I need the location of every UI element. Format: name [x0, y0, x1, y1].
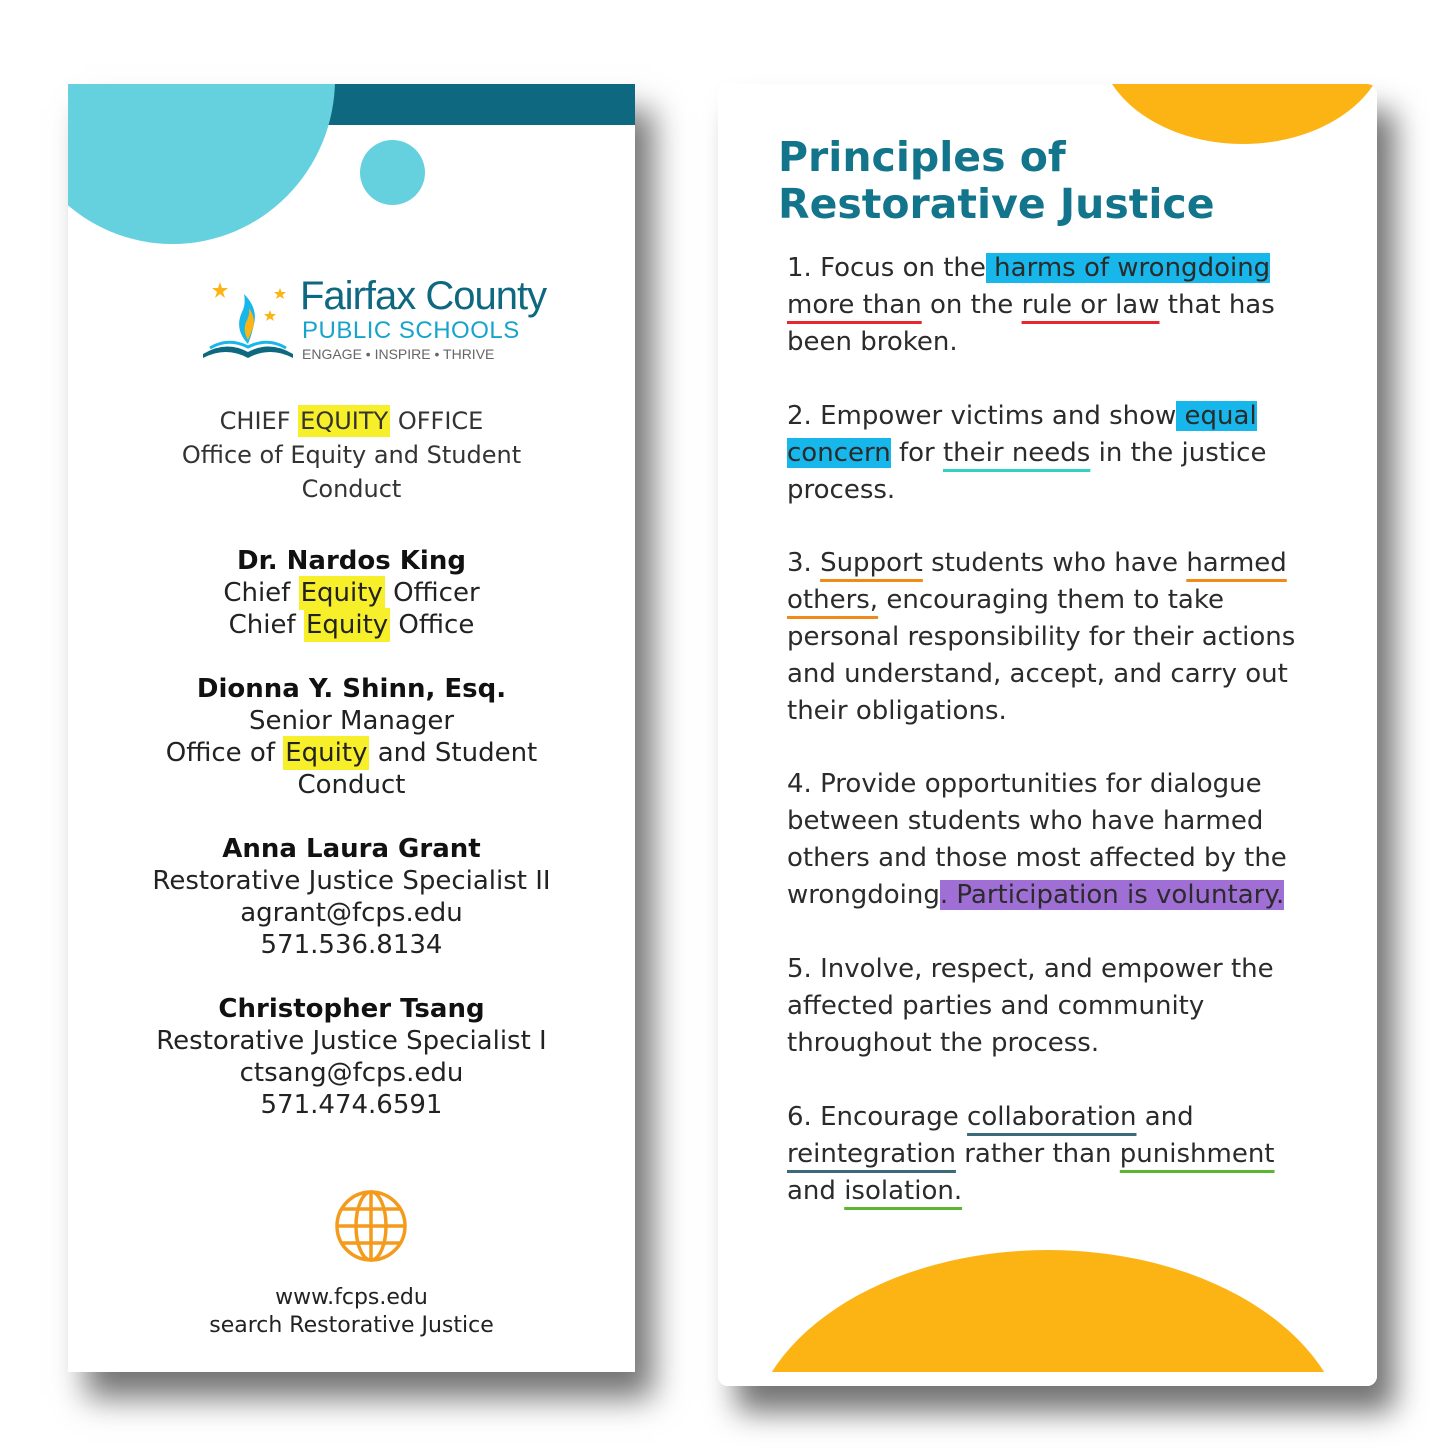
p3-underline-3: others,	[787, 585, 879, 615]
contact-title-highlight: Equity	[300, 578, 383, 608]
contact-shinn	[68, 673, 635, 801]
title-line1: Principles of	[778, 133, 1066, 181]
contact-tsang	[68, 993, 635, 1121]
contact-title: Restorative Justice Specialist II	[152, 866, 551, 896]
p3-text-e: and understand, accept, and carry out	[787, 659, 1288, 689]
p1-underline-2: rule or law	[1021, 290, 1160, 320]
website-link[interactable]: www.fcps.edu	[275, 1285, 428, 1310]
contact-dept-highlight: Equity	[305, 610, 389, 640]
p2-text-d: process.	[787, 475, 896, 505]
p4-text-c: others and those most affected by the	[787, 843, 1287, 873]
contact-title: Restorative Justice Specialist I	[156, 1026, 547, 1056]
contact-name: Christopher Tsang	[218, 994, 485, 1024]
principle-5	[787, 951, 1347, 1062]
p3-text-b: students who have	[922, 548, 1187, 578]
book-torch-icon	[198, 274, 298, 364]
p2-underline: their needs	[942, 438, 1091, 468]
p3-text-c: encouraging them to take	[878, 585, 1224, 615]
decor-circle-small	[360, 140, 425, 205]
decor-arc-bottom	[748, 1250, 1348, 1386]
p6-text-b: and	[1136, 1102, 1194, 1132]
p1-underline-1: more than	[787, 290, 922, 320]
p2-highlight-2: concern	[787, 438, 891, 468]
office-line1-post: OFFICE	[390, 407, 484, 435]
p1-text-a: 1. Focus on the	[787, 253, 986, 283]
principle-3	[787, 545, 1347, 730]
p2-highlight-1: equal	[1176, 401, 1257, 431]
p5-text-c: throughout the process.	[787, 1028, 1100, 1058]
p1-text-b: on the	[921, 290, 1022, 320]
p3-text-a: 3.	[787, 548, 821, 578]
contact-title-post: Officer	[384, 578, 480, 608]
contact-dept-pre: Office of	[165, 738, 284, 768]
p4-text-a: 4. Provide opportunities for dialogue	[787, 769, 1262, 799]
p3-underline-2: harmed	[1186, 548, 1287, 578]
p6-text-d: and	[787, 1176, 845, 1206]
p5-text-b: affected parties and community	[787, 991, 1205, 1021]
p4-highlight: . Participation is voluntary.	[939, 880, 1285, 910]
contact-name: Anna Laura Grant	[222, 834, 481, 864]
p6-underline-1: collaboration	[967, 1102, 1137, 1132]
contact-card	[68, 84, 635, 1372]
p6-text-a: 6. Encourage	[787, 1102, 968, 1132]
page-title	[778, 134, 1215, 228]
p2-text-b: for	[890, 438, 943, 468]
contact-king	[68, 545, 635, 641]
principle-2	[787, 398, 1347, 509]
contact-title: Senior Manager	[248, 706, 455, 736]
contact-phone: 571.474.6591	[260, 1090, 443, 1120]
principle-6	[787, 1099, 1347, 1210]
contact-dept-highlight: Equity	[285, 738, 368, 768]
p6-text-c: rather than	[955, 1139, 1120, 1169]
p1-text-c: that has	[1159, 290, 1275, 320]
p4-text-b: between students who have harmed	[787, 806, 1264, 836]
office-line1-pre: CHIEF	[219, 407, 299, 435]
p5-text-a: 5. Involve, respect, and empower the	[787, 954, 1274, 984]
title-line2: Restorative Justice	[778, 180, 1215, 228]
search-hint: search Restorative Justice	[209, 1313, 494, 1338]
p6-underline-4: isolation.	[844, 1176, 963, 1206]
contact-grant	[68, 833, 635, 961]
p3-text-f: their obligations.	[787, 696, 1007, 726]
contact-dept-post: and Student	[369, 738, 538, 768]
contact-dept-line2: Conduct	[297, 770, 406, 800]
contact-dept-pre: Chief	[228, 610, 304, 640]
principle-1	[787, 250, 1347, 361]
p1-text-d: been broken.	[787, 327, 958, 357]
globe-icon	[334, 1189, 408, 1263]
p3-text-d: personal responsibility for their actions	[787, 622, 1296, 652]
office-block	[68, 404, 635, 506]
office-line3: Conduct	[301, 475, 402, 503]
p4-text-d: wrongdoing	[787, 880, 940, 910]
principle-4	[787, 766, 1347, 914]
header-bar	[308, 84, 635, 125]
contact-name: Dr. Nardos King	[237, 546, 466, 576]
contact-name: Dionna Y. Shinn, Esq.	[196, 674, 507, 704]
decor-arc-mask	[718, 1372, 1377, 1386]
p6-underline-3: punishment	[1119, 1139, 1275, 1169]
p1-highlight: harms of wrongdoing	[985, 253, 1271, 283]
p2-text-c: in the justice	[1090, 438, 1267, 468]
decor-circle-large	[68, 84, 335, 244]
office-line1-highlight: EQUITY	[300, 407, 389, 435]
contact-email[interactable]: ctsang@fcps.edu	[239, 1058, 464, 1088]
p3-underline-1: Support	[820, 548, 923, 578]
footer-block	[68, 1284, 635, 1340]
contact-dept-post: Office	[390, 610, 475, 640]
logo-name: Fairfax County	[300, 274, 547, 318]
p2-text-a: 2. Empower victims and show	[787, 401, 1177, 431]
p6-underline-2: reintegration	[787, 1139, 956, 1169]
contact-email[interactable]: agrant@fcps.edu	[240, 898, 463, 928]
contact-title-pre: Chief	[223, 578, 299, 608]
fcps-logo	[198, 274, 568, 364]
contact-phone: 571.536.8134	[260, 930, 443, 960]
principles-card	[718, 84, 1377, 1386]
office-line2: Office of Equity and Student	[181, 441, 522, 469]
logo-tagline: ENGAGE • INSPIRE • THRIVE	[302, 346, 495, 362]
logo-sub: PUBLIC SCHOOLS	[302, 317, 520, 344]
